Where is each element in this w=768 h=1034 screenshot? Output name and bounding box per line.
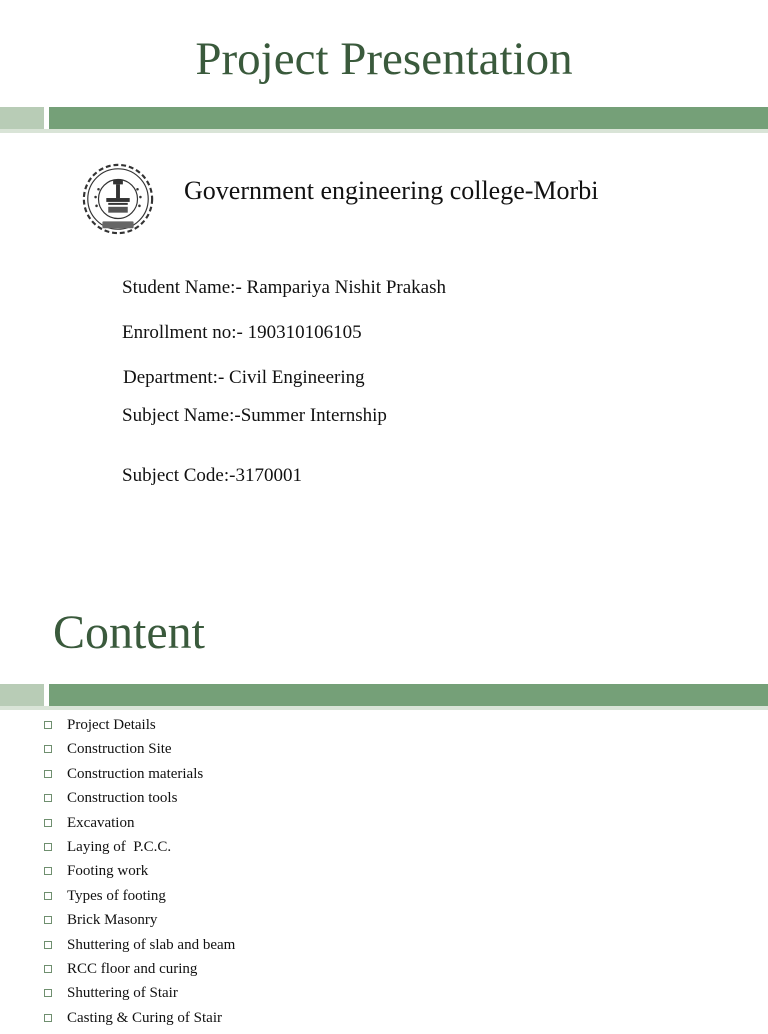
department: Department:- Civil Engineering — [123, 367, 365, 388]
list-item: Construction Site — [44, 741, 235, 765]
college-name: Government engineering college-Morbi — [184, 176, 599, 205]
subject-code: Subject Code:-3170001 — [122, 465, 302, 486]
list-item: Construction materials — [44, 766, 235, 790]
title-divider-bar — [0, 684, 768, 706]
list-item: Casting & Curing of Stair — [44, 1010, 235, 1034]
student-name: Student Name:- Rampariya Nishit Prakash — [122, 277, 446, 298]
square-bullet-icon — [44, 745, 52, 753]
square-bullet-icon — [44, 843, 52, 851]
list-item: Shuttering of slab and beam — [44, 937, 235, 961]
square-bullet-icon — [44, 770, 52, 778]
square-bullet-icon — [44, 965, 52, 973]
square-bullet-icon — [44, 819, 52, 827]
square-bullet-icon — [44, 941, 52, 949]
list-item: Laying of P.C.C. — [44, 839, 235, 863]
content-slide — [0, 600, 768, 1024]
list-item: RCC floor and curing — [44, 961, 235, 985]
list-item: Brick Masonry — [44, 912, 235, 936]
list-item: Excavation — [44, 815, 235, 839]
enrollment-number: Enrollment no:- 190310106105 — [122, 322, 362, 343]
list-item: Types of footing — [44, 888, 235, 912]
square-bullet-icon — [44, 989, 52, 997]
subject-name: Subject Name:-Summer Internship — [122, 405, 387, 426]
content-list — [44, 717, 235, 1034]
square-bullet-icon — [44, 1014, 52, 1022]
list-item: Footing work — [44, 863, 235, 887]
square-bullet-icon — [44, 794, 52, 802]
square-bullet-icon — [44, 916, 52, 924]
square-bullet-icon — [44, 867, 52, 875]
title-divider-bar — [0, 107, 768, 129]
square-bullet-icon — [44, 892, 52, 900]
list-item: Shuttering of Stair — [44, 985, 235, 1009]
list-item: Construction tools — [44, 790, 235, 814]
square-bullet-icon — [44, 721, 52, 729]
list-item: Project Details — [44, 717, 235, 741]
slide-title: Project Presentation — [195, 33, 573, 85]
slide-title: Content — [53, 606, 205, 659]
college-emblem-icon — [79, 159, 157, 239]
